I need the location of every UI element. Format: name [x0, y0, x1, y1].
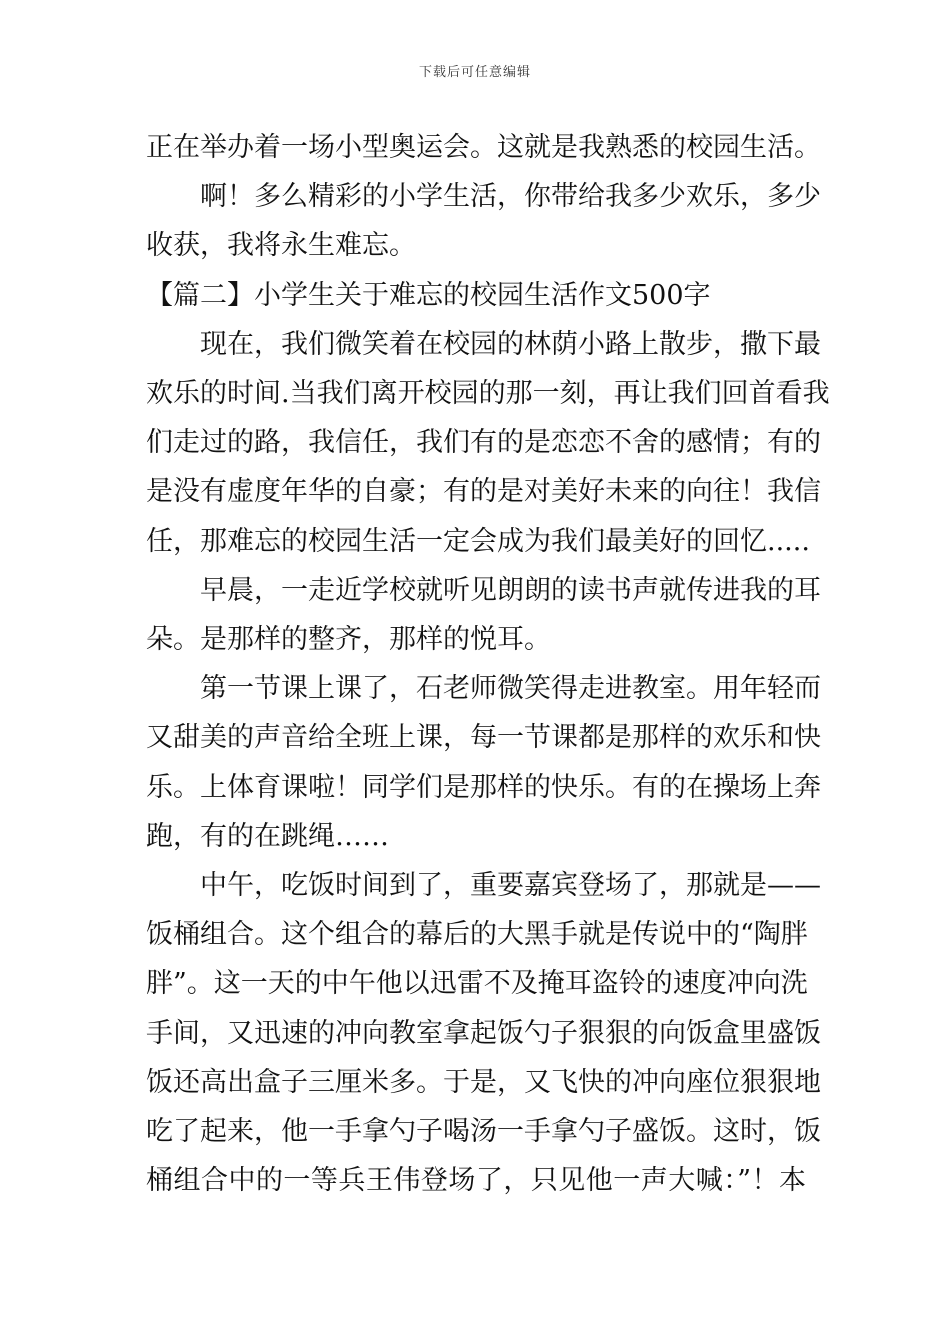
paragraph-line: 是没有虚度年华的自豪；有的是对美好未来的向往！我信 [146, 476, 821, 508]
paragraph-line: 又甜美的声音给全班上课，每一节课都是那样的欢乐和快 [146, 722, 821, 754]
paragraph-first-line: 中午，吃饭时间到了，重要嘉宾登场了，那就是—— [200, 870, 821, 901]
paragraph-line: 桶组合中的一等兵王伟登场了，只见他一声大喊：”！本 [146, 1165, 806, 1197]
paragraph-line: 任，那难忘的校园生活一定会成为我们最美好的回忆..... [146, 525, 810, 557]
paragraph-first-line: 早晨，一走近学校就听见朗朗的读书声就传进我的耳 [200, 574, 821, 606]
paragraph-line: 欢乐的时间.当我们离开校园的那一刻，再让我们回首看我 [146, 378, 830, 409]
paragraph-line: 收获，我将永生难忘。 [146, 230, 416, 262]
paragraph-first-line: 现在，我们微笑着在校园的林荫小路上散步，撒下最 [200, 328, 821, 360]
paragraph-first-line: 第一节课上课了，石老师微笑得走进教室。用年轻而 [200, 673, 821, 705]
paragraph-line: 们走过的路，我信任，我们有的是恋恋不舍的感情；有的 [146, 427, 821, 459]
paragraph-line: 乐。上体育课啦！同学们是那样的快乐。有的在操场上奔 [146, 771, 821, 803]
paragraph-line: 吃了起来，他一手拿勺子喝汤一手拿勺子盛饭。这时，饭 [146, 1116, 821, 1147]
paragraph-line: 跑，有的在跳绳…… [146, 820, 389, 852]
paragraph-first-line: 啊！多么精彩的小学生活，你带给我多少欢乐，多少 [200, 181, 821, 213]
paragraph-line: 正在举办着一场小型奥运会。这就是我熟悉的校园生活。 [146, 132, 821, 163]
paragraph-line: 饭还高出盒子三厘米多。于是，又飞快的冲向座位狠狠地 [146, 1066, 821, 1098]
paragraph-line: 手间，又迅速的冲向教室拿起饭勺子狠狠的向饭盒里盛饭 [146, 1017, 821, 1049]
paragraph-line: 【篇二】小学生关于难忘的校园生活作文500字 [146, 279, 711, 311]
paragraph-line: 饭桶组合。这个组合的幕后的大黑手就是传说中的“陶胖 [146, 919, 808, 951]
paragraph-line: 胖”。这一天的中午他以迅雷不及掩耳盗铃的速度冲向洗 [146, 968, 808, 1000]
page-header: 下载后可任意编辑 [418, 65, 531, 80]
paragraph-line: 朵。是那样的整齐，那样的悦耳。 [146, 624, 551, 655]
